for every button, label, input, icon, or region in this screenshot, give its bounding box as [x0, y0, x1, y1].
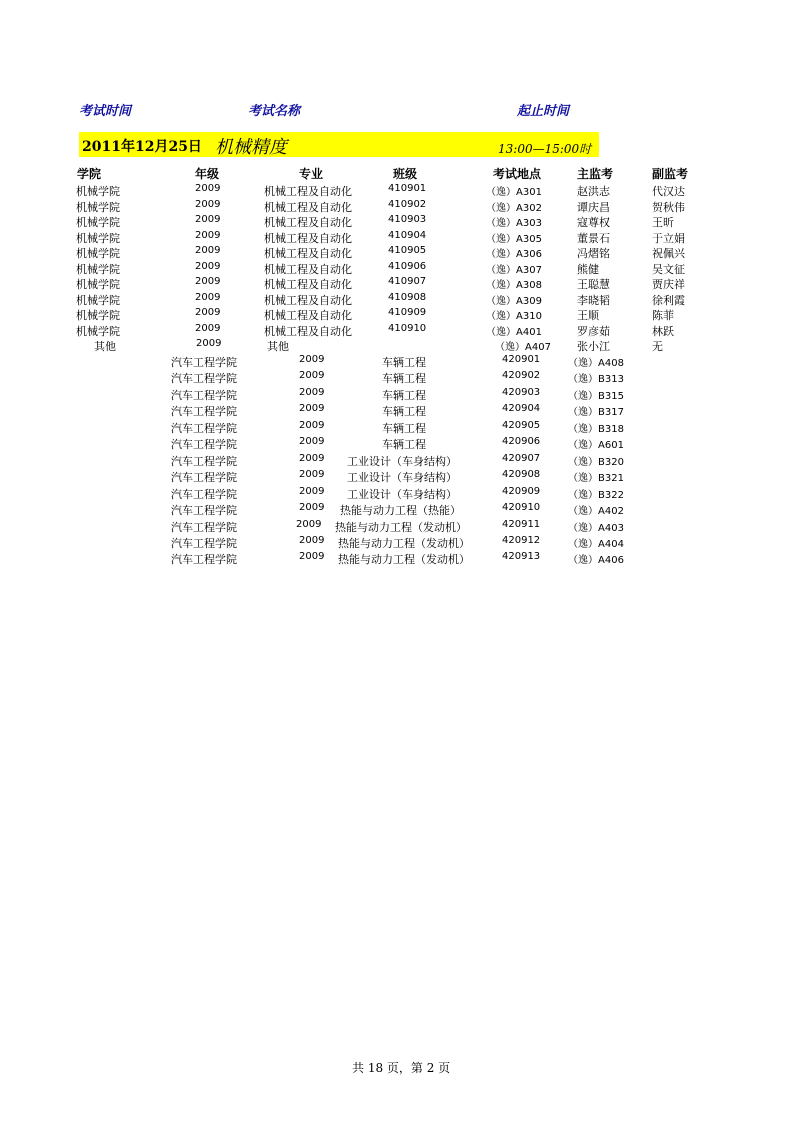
chief-cell: 寇尊权 — [577, 216, 610, 229]
chief-cell: 王聪慧 — [577, 278, 610, 291]
year-cell: 2009 — [195, 245, 221, 256]
class-cell: 420907 — [502, 452, 541, 464]
table-row — [0, 486, 1, 487]
college-cell: 机械学院 — [76, 278, 120, 291]
chief-cell: 董景石 — [577, 231, 610, 245]
major-cell: 工业设计（车身结构） — [347, 487, 457, 501]
table-row — [0, 323, 1, 324]
college-cell: 其他 — [94, 340, 116, 353]
college-cell: 汽车工程学院 — [171, 356, 237, 369]
table-row — [0, 403, 1, 404]
class-cell: 410909 — [388, 307, 427, 318]
table-row — [0, 519, 1, 520]
college-cell: 机械学院 — [76, 200, 120, 214]
major-cell: 机械工程及自动化 — [264, 278, 352, 291]
year-cell: 2009 — [195, 183, 221, 194]
table-row — [0, 307, 1, 308]
year-cell: 2009 — [299, 485, 325, 497]
table-row — [0, 292, 1, 293]
room-cell: （逸）A310 — [486, 311, 542, 322]
table-row — [0, 214, 1, 215]
room-cell: （逸）A401 — [486, 326, 542, 338]
class-cell: 420901 — [502, 354, 541, 365]
college-cell: 机械学院 — [76, 247, 120, 260]
room-cell: （逸）A307 — [486, 264, 542, 276]
room-cell: （逸）A402 — [568, 506, 624, 518]
room-cell: （逸）B318 — [568, 423, 624, 435]
college-cell: 汽车工程学院 — [171, 520, 237, 534]
year-cell: 2009 — [299, 469, 325, 481]
major-cell: 工业设计（车身结构） — [347, 471, 457, 485]
year-cell: 2009 — [296, 518, 322, 530]
room-cell: （逸）B320 — [568, 456, 624, 468]
college-cell: 汽车工程学院 — [171, 421, 237, 435]
major-cell: 机械工程及自动化 — [264, 293, 352, 307]
class-cell: 420906 — [502, 436, 541, 448]
college-cell: 机械学院 — [76, 324, 120, 338]
room-cell: （逸）B321 — [568, 473, 624, 485]
room-cell: （逸）B322 — [568, 489, 624, 501]
major-cell: 热能与动力工程（发动机） — [335, 520, 467, 534]
year-cell: 2009 — [195, 307, 221, 318]
year-cell: 2009 — [299, 452, 325, 464]
room-cell: （逸）A601 — [568, 440, 624, 452]
class-cell: 410902 — [388, 198, 427, 210]
major-cell: 车辆工程 — [382, 421, 426, 435]
year-cell: 2009 — [195, 214, 221, 225]
major-cell: 车辆工程 — [382, 388, 426, 402]
table-row — [0, 276, 1, 277]
chief-cell: 冯熠铭 — [577, 247, 610, 260]
major-cell: 热能与动力工程（热能） — [340, 504, 461, 518]
college-cell: 汽车工程学院 — [171, 553, 237, 567]
year-cell: 2009 — [299, 370, 325, 382]
major-cell: 机械工程及自动化 — [264, 231, 352, 245]
class-cell: 410910 — [388, 322, 427, 334]
room-cell: （逸）A404 — [568, 538, 624, 550]
college-cell: 汽车工程学院 — [171, 454, 237, 468]
class-cell: 410904 — [388, 229, 427, 241]
college-cell: 机械学院 — [76, 262, 120, 276]
chief-cell: 李晓韬 — [577, 293, 610, 307]
deputy-cell: 贺秋伟 — [652, 200, 685, 214]
major-cell: 机械工程及自动化 — [264, 262, 352, 276]
room-cell: （逸）A309 — [486, 295, 542, 307]
chief-cell: 赵洪志 — [577, 185, 610, 198]
class-cell: 420910 — [502, 502, 541, 514]
college-cell: 机械学院 — [76, 216, 120, 229]
table-row — [0, 370, 1, 371]
major-cell: 车辆工程 — [382, 438, 426, 452]
deputy-cell: 陈菲 — [652, 309, 674, 322]
exam-time-range: 13:00—15:00时 — [498, 142, 592, 156]
major-cell: 机械工程及自动化 — [264, 309, 352, 322]
room-cell: （逸）A305 — [486, 233, 542, 245]
year-cell: 2009 — [195, 291, 221, 303]
table-row — [0, 183, 1, 184]
year-cell: 2009 — [299, 386, 325, 398]
deputy-cell: 王昕 — [652, 216, 674, 229]
major-cell: 车辆工程 — [382, 405, 426, 419]
room-cell: （逸）A407 — [495, 342, 551, 353]
year-cell: 2009 — [195, 229, 221, 241]
class-cell: 420902 — [502, 370, 541, 382]
year-cell: 2009 — [299, 534, 325, 546]
table-row — [0, 354, 1, 355]
class-cell: 420913 — [502, 551, 541, 563]
college-cell: 汽车工程学院 — [171, 487, 237, 501]
class-cell: 410906 — [388, 260, 427, 272]
major-cell: 车辆工程 — [382, 356, 426, 369]
college-cell: 汽车工程学院 — [171, 405, 237, 419]
table-row — [0, 230, 1, 231]
chief-cell: 谭庆昌 — [577, 200, 610, 214]
chief-cell: 王顺 — [577, 309, 599, 322]
deputy-cell: 祝佩兴 — [652, 247, 685, 260]
chief-cell: 罗彦茹 — [577, 324, 610, 338]
room-cell: （逸）A306 — [486, 249, 542, 260]
chief-cell: 张小江 — [577, 340, 610, 353]
year-cell: 2009 — [195, 322, 221, 334]
class-cell: 410901 — [388, 183, 427, 194]
col-header-chief: 主监考 — [577, 167, 614, 181]
year-cell: 2009 — [299, 551, 325, 563]
major-cell: 工业设计（车身结构） — [347, 454, 457, 468]
page-footer: 共 18 页，第 2 页 — [352, 1061, 451, 1075]
year-cell: 2009 — [299, 502, 325, 514]
room-cell: （逸）A303 — [486, 218, 542, 229]
class-cell: 420912 — [502, 534, 541, 546]
class-cell: 410903 — [388, 214, 427, 225]
chief-cell: 熊健 — [577, 262, 599, 276]
class-cell: 420908 — [502, 469, 541, 481]
col-header-deputy: 副监考 — [652, 167, 689, 181]
major-cell: 机械工程及自动化 — [264, 185, 352, 198]
major-cell: 其他 — [267, 340, 289, 353]
deputy-cell: 贾庆祥 — [652, 278, 685, 291]
deputy-cell: 吴文征 — [652, 262, 685, 276]
table-row — [0, 469, 1, 470]
college-cell: 汽车工程学院 — [171, 536, 237, 550]
year-cell: 2009 — [299, 354, 325, 365]
room-cell: （逸）A301 — [486, 187, 542, 198]
deputy-cell: 徐利霞 — [652, 293, 685, 307]
table-row — [0, 261, 1, 262]
room-cell: （逸）B315 — [568, 390, 624, 402]
table-row — [0, 535, 1, 536]
room-cell: （逸）A406 — [568, 555, 624, 567]
deputy-cell: 林跃 — [652, 324, 674, 338]
class-cell: 420904 — [502, 403, 541, 415]
room-cell: （逸）A408 — [568, 358, 624, 369]
room-cell: （逸）B313 — [568, 374, 624, 386]
table-row — [0, 436, 1, 437]
room-cell: （逸）A403 — [568, 522, 624, 534]
exam-date: 2011年12月25日 — [82, 139, 202, 155]
col-header-class: 班级 — [393, 167, 418, 181]
year-cell: 2009 — [195, 198, 221, 210]
room-cell: （逸）A302 — [486, 202, 542, 214]
room-cell: （逸）A308 — [486, 280, 542, 291]
deputy-cell: 于立娟 — [652, 231, 685, 245]
col-header-college: 学院 — [77, 167, 102, 181]
year-cell: 2009 — [299, 436, 325, 448]
year-cell: 2009 — [299, 403, 325, 415]
col-header-year: 年级 — [195, 167, 220, 181]
table-row — [0, 245, 1, 246]
exam-time-label: 考试时间 — [79, 104, 132, 119]
table-row — [0, 453, 1, 454]
table-row — [0, 199, 1, 200]
deputy-cell: 无 — [652, 340, 663, 353]
class-cell: 410905 — [388, 245, 427, 256]
col-header-major: 专业 — [299, 167, 324, 181]
college-cell: 机械学院 — [76, 309, 120, 322]
year-cell: 2009 — [195, 276, 221, 287]
class-cell: 420909 — [502, 485, 541, 497]
college-cell: 汽车工程学院 — [171, 372, 237, 386]
col-header-room: 考试地点 — [493, 167, 542, 181]
period-label: 起止时间 — [517, 104, 570, 119]
major-cell: 热能与动力工程（发动机） — [338, 553, 470, 567]
college-cell: 汽车工程学院 — [171, 504, 237, 518]
college-cell: 汽车工程学院 — [171, 471, 237, 485]
table-row — [0, 338, 1, 339]
room-cell: （逸）B317 — [568, 407, 624, 419]
exam-name-label: 考试名称 — [248, 104, 301, 119]
major-cell: 机械工程及自动化 — [264, 324, 352, 338]
class-cell: 420905 — [502, 419, 541, 431]
class-cell: 410907 — [388, 276, 427, 287]
major-cell: 机械工程及自动化 — [264, 200, 352, 214]
major-cell: 热能与动力工程（发动机） — [338, 536, 470, 550]
class-cell: 420911 — [502, 518, 541, 530]
table-row — [0, 551, 1, 552]
college-cell: 汽车工程学院 — [171, 438, 237, 452]
college-cell: 机械学院 — [76, 293, 120, 307]
year-cell: 2009 — [195, 260, 221, 272]
college-cell: 汽车工程学院 — [171, 388, 237, 402]
college-cell: 机械学院 — [76, 185, 120, 198]
table-row — [0, 420, 1, 421]
year-cell: 2009 — [299, 419, 325, 431]
class-cell: 410908 — [388, 291, 427, 303]
table-row — [0, 502, 1, 503]
class-cell: 420903 — [502, 386, 541, 398]
exam-subject: 机械精度 — [215, 137, 287, 158]
year-cell: 2009 — [196, 338, 222, 349]
table-row — [0, 387, 1, 388]
deputy-cell: 代汉达 — [652, 185, 685, 198]
major-cell: 机械工程及自动化 — [264, 216, 352, 229]
major-cell: 机械工程及自动化 — [264, 247, 352, 260]
major-cell: 车辆工程 — [382, 372, 426, 386]
college-cell: 机械学院 — [76, 231, 120, 245]
